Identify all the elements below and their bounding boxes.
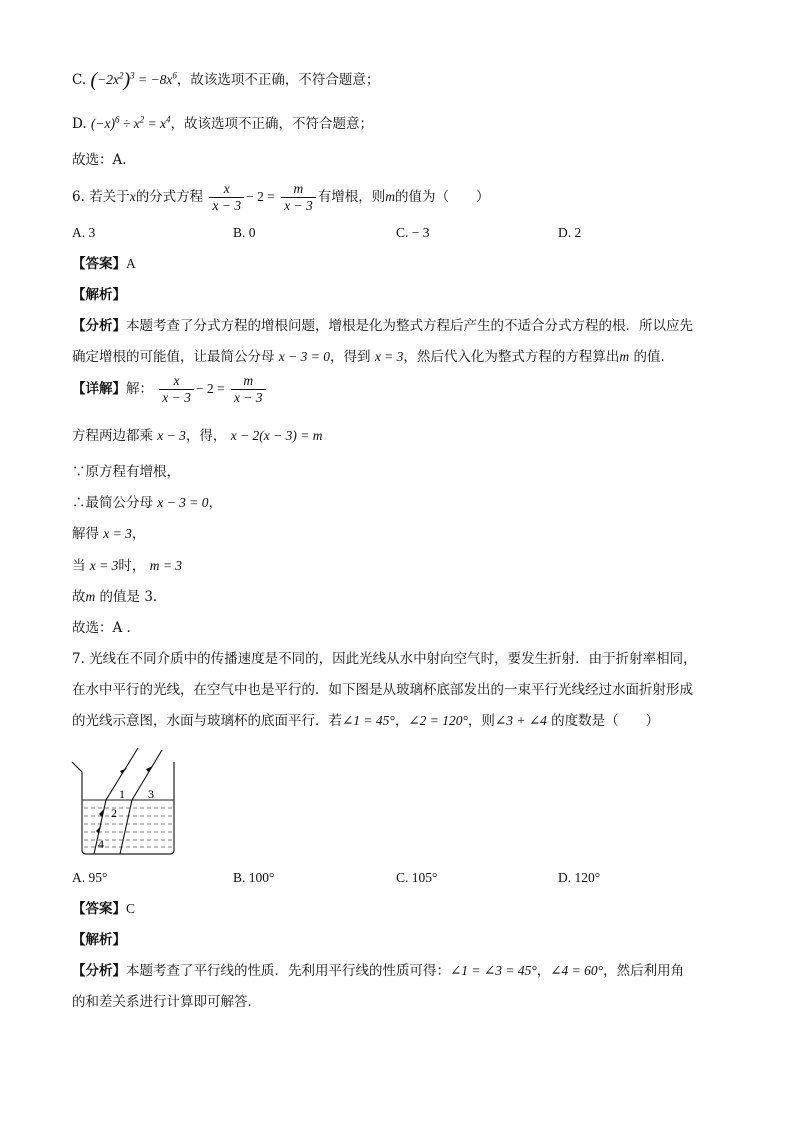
step-2: ∵原方程有增根， <box>72 464 180 480</box>
answer-7: 【答案】C <box>72 901 136 917</box>
selection-text: 故选：A ． <box>72 620 141 636</box>
step-1: 方程两边都乘 x − 3，得， x − 2(x − 3) = m <box>72 428 323 444</box>
angle-label-2: 2 <box>111 806 117 820</box>
option-c-line <box>72 70 379 90</box>
option-d: D. 2 <box>558 225 582 240</box>
option-b: B. 100° <box>233 870 275 885</box>
question-7-line1: 7. 光线在不同介质中的传播速度是不同的，因此光线从水中射向空气时，要发生折射．由于折射率相同， <box>72 651 697 667</box>
step-4: 解得 x = 3， <box>72 526 146 542</box>
fraction: $\frac{m}{x - 3}$ <box>231 373 266 406</box>
option-d: D. 120° <box>558 870 601 885</box>
option-d-line <box>72 114 373 134</box>
fraction: $\frac{x}{x - 3}$ <box>209 181 244 214</box>
option-a: A. 95° <box>72 870 108 885</box>
option-c: C. − 3 <box>396 225 430 240</box>
option-a: A. 3 <box>72 225 96 240</box>
comment-text: ，故该选项不正确，不符合题意； <box>176 72 380 88</box>
step-5: 当 x = 3时， m = 3 <box>72 558 183 574</box>
comment-text: ，故该选项不正确，不符合题意； <box>170 116 374 132</box>
analysis-6-line1: 【分析】本题考查了分式方程的增根问题，增根是化为整式方程后产生的不适合分式方程的根．所以应先 <box>72 318 693 334</box>
analysis-7-line1: 【分析】本题考查了平行线的性质．先利用平行线的性质可得：∠1 = ∠3 = 45°，∠4 = 60°，然后利用角 <box>72 963 685 979</box>
option-letter: C. <box>72 72 87 88</box>
step-6: 故m 的值是 3． <box>72 589 167 605</box>
selection-text: 故选：A． <box>72 152 136 168</box>
question-7-line2: 在水中平行的光线，在空气中也是平行的．如下图是从玻璃杯底部发出的一束平行光线经过水面折射形成 <box>72 682 693 698</box>
answer-6: 【答案】A <box>72 256 136 272</box>
step-3: ∴最简公分母 x − 3 = 0， <box>72 495 223 511</box>
angle-label-3: 3 <box>148 787 154 801</box>
glass-refraction-figure <box>66 742 186 860</box>
fraction: $\frac{m}{x - 3}$ <box>281 181 316 214</box>
angle-label-1: 1 <box>119 787 125 801</box>
option-letter: D. <box>72 116 87 132</box>
fraction: $\frac{x}{x - 3}$ <box>159 373 194 406</box>
question-7-line3: 的光线示意图，水面与玻璃杯的底面平行．若∠1 = 45°，∠2 = 120°，则∠3 + ∠4 的度数是（ ） <box>72 713 660 729</box>
math-expression: $(-2x^2)^3 = -8x^6$ <box>90 69 177 91</box>
angle-label-4: 4 <box>98 837 104 851</box>
math-expression: $(-x)^6 \div x^2 = x^4$ <box>90 114 171 131</box>
question-6: 6. 若关于x的分式方程 $\frac{x}{x - 3}$ − 2 = $\frac{m}{x - 3}$ 有增根，则m的值为（ ） <box>72 181 490 213</box>
analysis-6-line2: 确定增根的可能值，让最简公分母 x − 3 = 0，得到 x = 3，然后代入化为整式方程的方程算出m 的值． <box>72 349 674 365</box>
analysis-7-line2: 的和差关系进行计算即可解答． <box>72 994 261 1010</box>
analysis-heading-7: 【解析】 <box>72 932 126 948</box>
detail-6: 【详解】解： $\frac{x}{x - 3}$ − 2 = $\frac{m}{x - 3}$ <box>72 372 268 406</box>
option-c: C. 105° <box>396 870 438 885</box>
option-b: B. 0 <box>233 225 256 240</box>
analysis-heading-6: 【解析】 <box>72 287 126 303</box>
